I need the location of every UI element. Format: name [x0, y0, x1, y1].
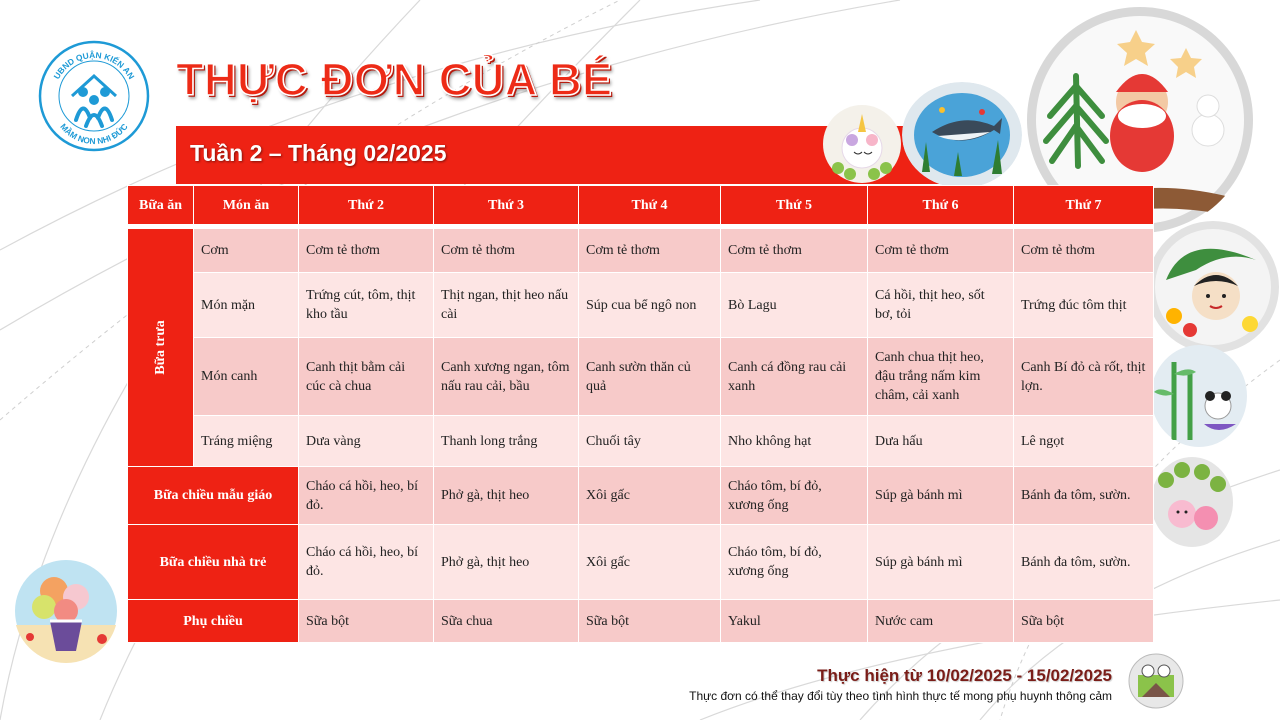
- table-row: [128, 467, 1154, 525]
- school-logo: [38, 40, 150, 152]
- menu-cell: Thanh long trắng: [434, 416, 579, 467]
- menu-cell: Cháo cá hồi, heo, bí đỏ.: [299, 525, 434, 600]
- page-title: THỰC ĐƠN CỦA BÉ: [176, 54, 613, 105]
- dish-type-label: Cơm: [194, 229, 299, 273]
- lunch-group-label: [128, 229, 194, 467]
- menu-cell: Chuối tây: [579, 416, 721, 467]
- menu-cell: Bánh đa tôm, sườn.: [1014, 467, 1154, 525]
- menu-cell: Cá hồi, thịt heo, sốt bơ, tỏi: [868, 273, 1014, 338]
- menu-cell: Cơm tẻ thơm: [1014, 229, 1154, 273]
- menu-cell: Sữa bột: [579, 600, 721, 643]
- menu-cell: Lê ngọt: [1014, 416, 1154, 467]
- dish-type-label: Món canh: [194, 338, 299, 416]
- table-row: [128, 229, 1154, 273]
- menu-cell: Canh thịt bằm cải cúc cà chua: [299, 338, 434, 416]
- menu-cell: Xôi gấc: [579, 467, 721, 525]
- menu-cell: Sữa bột: [1014, 600, 1154, 643]
- footer-date-range: Thực hiện từ 10/02/2025 - 15/02/2025: [817, 666, 1112, 685]
- menu-cell: Súp cua bể ngô non: [579, 273, 721, 338]
- menu-cell: Súp gà bánh mì: [868, 467, 1014, 525]
- table-row: [128, 600, 1154, 643]
- table-header-row: [128, 186, 1154, 225]
- dish-type-label: Món mặn: [194, 273, 299, 338]
- menu-cell: Dưa hấu: [868, 416, 1014, 467]
- kindergarten-afternoon-label: [128, 467, 299, 525]
- lunch-group-text: Bữa trưa: [153, 320, 168, 375]
- kindergarten-afternoon-text: Bữa chiều mẫu giáo: [153, 488, 273, 503]
- afternoon-snack-label: Phụ chiều: [128, 600, 299, 643]
- menu-cell: Cháo cá hồi, heo, bí đỏ.: [299, 467, 434, 525]
- header-dish: Món ăn: [194, 186, 299, 225]
- header-wednesday: Thứ 4: [579, 186, 721, 225]
- header-tuesday: Thứ 3: [434, 186, 579, 225]
- menu-cell: Trứng cút, tôm, thịt kho tầu: [299, 273, 434, 338]
- menu-cell: Yakul: [721, 600, 868, 643]
- week-title: Tuần 2 – Tháng 02/2025: [190, 140, 447, 166]
- shark-plate-image: [902, 82, 1022, 188]
- menu-cell: Xôi gấc: [579, 525, 721, 600]
- menu-cell: Sữa chua: [434, 600, 579, 643]
- logo-text-bottom: MẦM NON NHI ĐỨC: [58, 121, 130, 147]
- menu-cell: Canh sườn thăn củ quả: [579, 338, 721, 416]
- menu-cell: Súp gà bánh mì: [868, 525, 1014, 600]
- unicorn-plate-image: [822, 104, 902, 184]
- menu-cell: Cơm tẻ thơm: [579, 229, 721, 273]
- menu-cell: Cháo tôm, bí đỏ, xương ống: [721, 525, 868, 600]
- menu-cell: Cơm tẻ thơm: [299, 229, 434, 273]
- footer-note: Thực đơn có thể thay đổi tùy theo tình hình thực tế mong phụ huynh thông cảm: [689, 689, 1112, 703]
- header-thursday: Thứ 5: [721, 186, 868, 225]
- menu-cell: Thịt ngan, thịt heo nấu cài: [434, 273, 579, 338]
- table-row: [128, 338, 1154, 416]
- menu-cell: Cơm tẻ thơm: [434, 229, 579, 273]
- menu-cell: Phở gà, thịt heo: [434, 467, 579, 525]
- menu-cell: Cơm tẻ thơm: [868, 229, 1014, 273]
- menu-cell: Trứng đúc tôm thịt: [1014, 273, 1154, 338]
- menu-cell: Bò Lagu: [721, 273, 868, 338]
- nursery-afternoon-label: Bữa chiều nhà trẻ: [128, 525, 299, 600]
- menu-cell: Canh Bí đỏ cà rốt, thịt lợn.: [1014, 338, 1154, 416]
- girl-face-plate-image: [1146, 220, 1280, 354]
- table-row: [128, 525, 1154, 600]
- header-meal: Bữa ăn: [128, 186, 194, 225]
- menu-cell: Nho không hạt: [721, 416, 868, 467]
- menu-cell: Canh chua thịt heo, đậu trắng nấm kim châm, cải xanh: [868, 338, 1014, 416]
- header-saturday: Thứ 7: [1014, 186, 1154, 225]
- header-monday: Thứ 2: [299, 186, 434, 225]
- pig-rice-plate-image: [1150, 456, 1234, 548]
- family-stamp-image: [1128, 653, 1184, 709]
- table-row: [128, 273, 1154, 338]
- menu-cell: Bánh đa tôm, sườn.: [1014, 525, 1154, 600]
- weekly-menu-table: [127, 185, 1154, 643]
- table-row: [128, 416, 1154, 467]
- menu-cell: Cháo tôm, bí đỏ, xương ống: [721, 467, 868, 525]
- ice-cream-image: [14, 559, 118, 663]
- menu-cell: Canh xương ngan, tôm nấu rau cải, bầu: [434, 338, 579, 416]
- menu-cell: Nước cam: [868, 600, 1014, 643]
- header-friday: Thứ 6: [868, 186, 1014, 225]
- dish-type-label: Tráng miệng: [194, 416, 299, 467]
- menu-cell: Sữa bột: [299, 600, 434, 643]
- menu-cell: Cơm tẻ thơm: [721, 229, 868, 273]
- menu-cell: Canh cá đồng rau cải xanh: [721, 338, 868, 416]
- panda-bamboo-plate-image: [1150, 344, 1248, 448]
- menu-cell: Dưa vàng: [299, 416, 434, 467]
- logo-text-top: UBND QUẬN KIẾN AN: [51, 49, 137, 81]
- menu-cell: Phở gà, thịt heo: [434, 525, 579, 600]
